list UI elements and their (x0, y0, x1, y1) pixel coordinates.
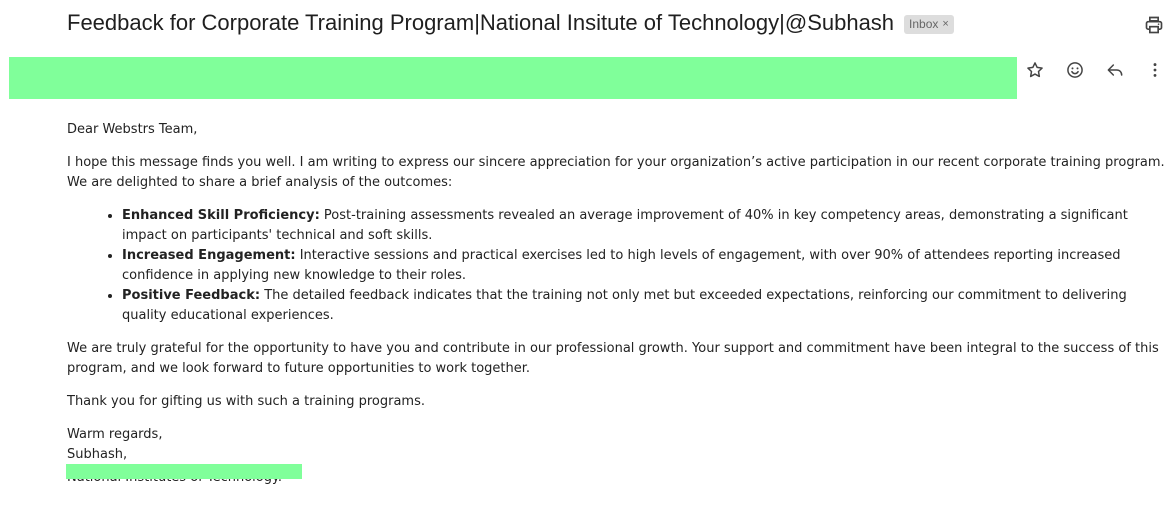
intro-paragraph: I hope this message finds you well. I am writing to express our sincere appreciation for your organization’s active participation in our recent corporate training program. We are delighted to share a brief analysis of the outcomes: (67, 155, 1165, 190)
signature-redaction (66, 464, 302, 479)
more-vert-icon (1145, 60, 1165, 80)
bullet-text: The detailed feedback indicates that the training not only met but exceeded expectations, reinforcing our commitment to delivering quality educational experiences. (122, 288, 1127, 323)
bullet-text: Post-training assessments revealed an average improvement of 40% in key competency areas, demonstrating a significant impact on participants' technical and soft skills. (122, 208, 1128, 243)
inbox-label-chip[interactable] (904, 15, 954, 34)
inbox-label-text: Inbox (909, 16, 939, 31)
star-button[interactable] (1023, 58, 1047, 82)
closing: Warm regards, (67, 427, 163, 442)
email-body (67, 120, 1165, 465)
remove-label-button[interactable]: × (942, 17, 949, 30)
bullet-title: Positive Feedback: (122, 288, 261, 303)
message-actions (1023, 58, 1167, 82)
subject-row (67, 10, 954, 36)
bullet-title: Enhanced Skill Proficiency: (122, 208, 320, 223)
list-item (122, 206, 1165, 246)
thanks-paragraph: Thank you for gifting us with such a training programs. (67, 394, 425, 409)
bullet-text: Interactive sessions and practical exercises led to high levels of engagement, with over 90% of attendees reporting increased confidence in applying new knowledge to their roles. (122, 248, 1121, 283)
print-icon (1144, 15, 1164, 35)
star-icon (1025, 60, 1045, 80)
emoji-icon (1065, 60, 1085, 80)
greeting: Dear Webstrs Team, (67, 122, 198, 137)
emoji-reaction-button[interactable] (1063, 58, 1087, 82)
reply-icon (1105, 60, 1125, 80)
sender-name: Subhash, (67, 447, 128, 462)
email-subject: Feedback for Corporate Training Program|National Insitute of Technology|@Subhash (67, 10, 895, 35)
outcome-list (67, 206, 1165, 326)
list-item (122, 246, 1165, 286)
list-item (122, 286, 1165, 326)
reply-button[interactable] (1103, 58, 1127, 82)
print-button[interactable] (1144, 15, 1164, 35)
more-options-button[interactable] (1143, 58, 1167, 82)
sender-info-redaction (9, 57, 1017, 99)
bullet-title: Increased Engagement: (122, 248, 296, 263)
gratitude-paragraph: We are truly grateful for the opportunity to have you and contribute in our professional growth. Your support and commitment have been integral to the success of this program, and we look forward to future opportunities to work together. (67, 341, 1159, 376)
signature-block (67, 425, 1165, 465)
